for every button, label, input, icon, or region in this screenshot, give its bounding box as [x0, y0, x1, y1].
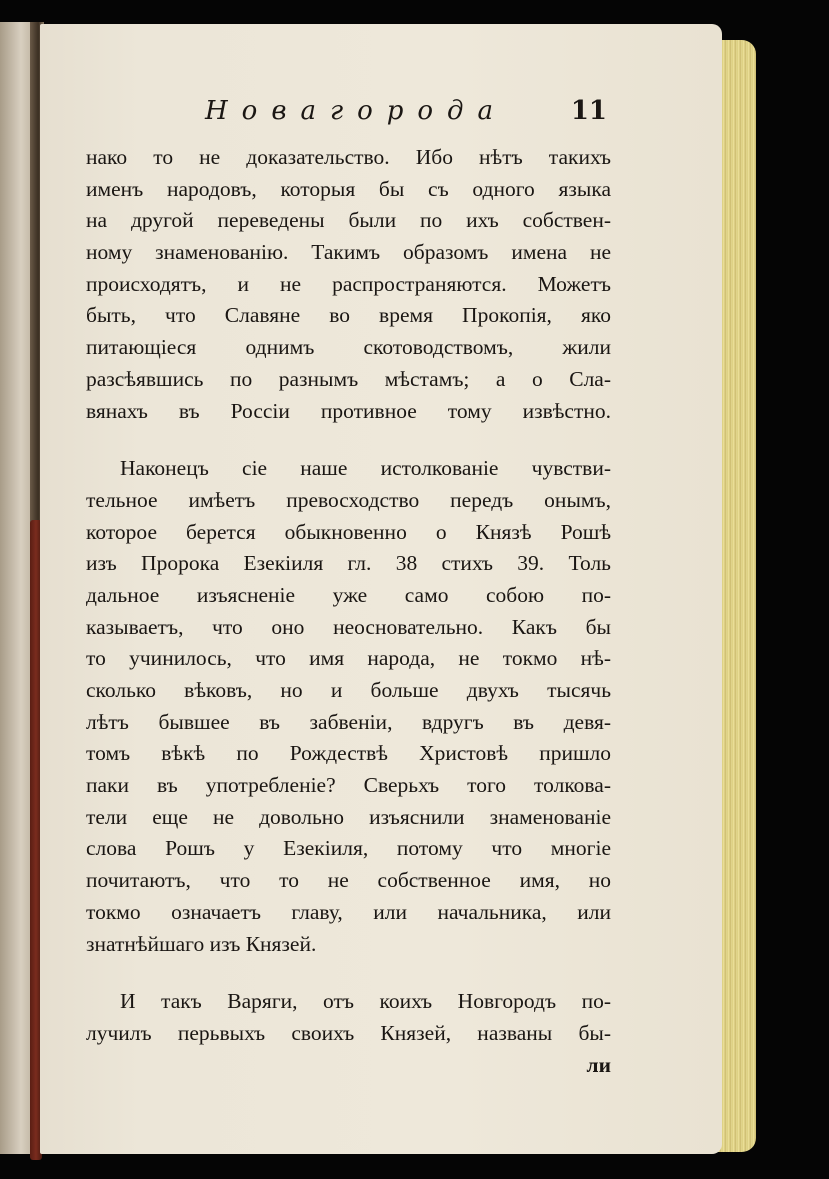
text-line: слова Рошъ у Езекіиля, потому что многіе [86, 836, 611, 861]
text-line: происходятъ, и не распространяются. Можетъ [86, 271, 611, 296]
text-line: казываетъ, что оно неосновательно. Какъ бы [86, 614, 611, 639]
paragraph-gap [86, 960, 611, 986]
text-line: тельное имѣетъ превосходство передъ онымъ, [86, 487, 611, 512]
running-head-title: Новагорода [205, 96, 508, 126]
text-line: И такъ Варяги, отъ коихъ Новгородъ по- [120, 989, 611, 1014]
text-line: лѣтъ бывшее въ забвеніи, вдругъ въ девя- [86, 709, 611, 734]
text-line: нако то не доказательство. Ибо нѣтъ такихъ [86, 145, 611, 169]
text-line: на другой переведены были по ихъ собствен- [86, 208, 611, 233]
text-line: ному знаменованію. Такимъ образомъ имена не [86, 240, 611, 265]
text-line: питающіеся однимъ скотоводствомъ, жили [86, 335, 611, 360]
text-line: то учинилось, что имя народа, не токмо нѣ- [86, 646, 611, 671]
body-text [86, 142, 611, 1081]
text-line: изъ Пророка Езекіиля гл. 38 стихъ 39. Толь [86, 551, 611, 576]
text-line: знатнѣйшаго изъ Князей. [86, 931, 317, 956]
text-line: которое берется обыкновенно о Князѣ Рошѣ [86, 519, 611, 544]
text-line: токмо означаетъ главу, или начальника, или [86, 899, 611, 924]
page-number: 11 [570, 96, 607, 126]
text-line: именъ народовъ, которыя бы съ одного языка [86, 176, 611, 201]
text-line: быть, что Славяне во время Прокопія, яко [86, 303, 611, 328]
running-head [205, 96, 607, 136]
catchword: ли [586, 1052, 611, 1077]
text-line: паки въ употребленіе? Сверьхъ того толкова- [86, 773, 611, 798]
text-line: почитаютъ, что то не собственное имя, но [86, 868, 611, 893]
text-line: Наконецъ сіе наше истолкованіе чувстви- [120, 456, 611, 481]
text-line: разсѣявшись по разнымъ мѣстамъ; а о Сла- [86, 366, 611, 391]
text-line: тели еще не довольно изъяснили знаменованіе [86, 804, 611, 829]
text-line: вянахъ въ Россіи противное тому извѣстно. [86, 398, 611, 423]
text-line: дальное изъясненіе уже само собою по- [86, 582, 611, 607]
paragraph-gap [86, 427, 611, 453]
text-line: лучилъ перьвыхъ своихъ Князей, названы бы- [86, 1020, 611, 1045]
text-line: сколько вѣковъ, но и больше двухъ тысячь [86, 678, 611, 702]
text-line: томъ вѣкѣ по Рождествѣ Христовѣ пришло [86, 741, 611, 766]
